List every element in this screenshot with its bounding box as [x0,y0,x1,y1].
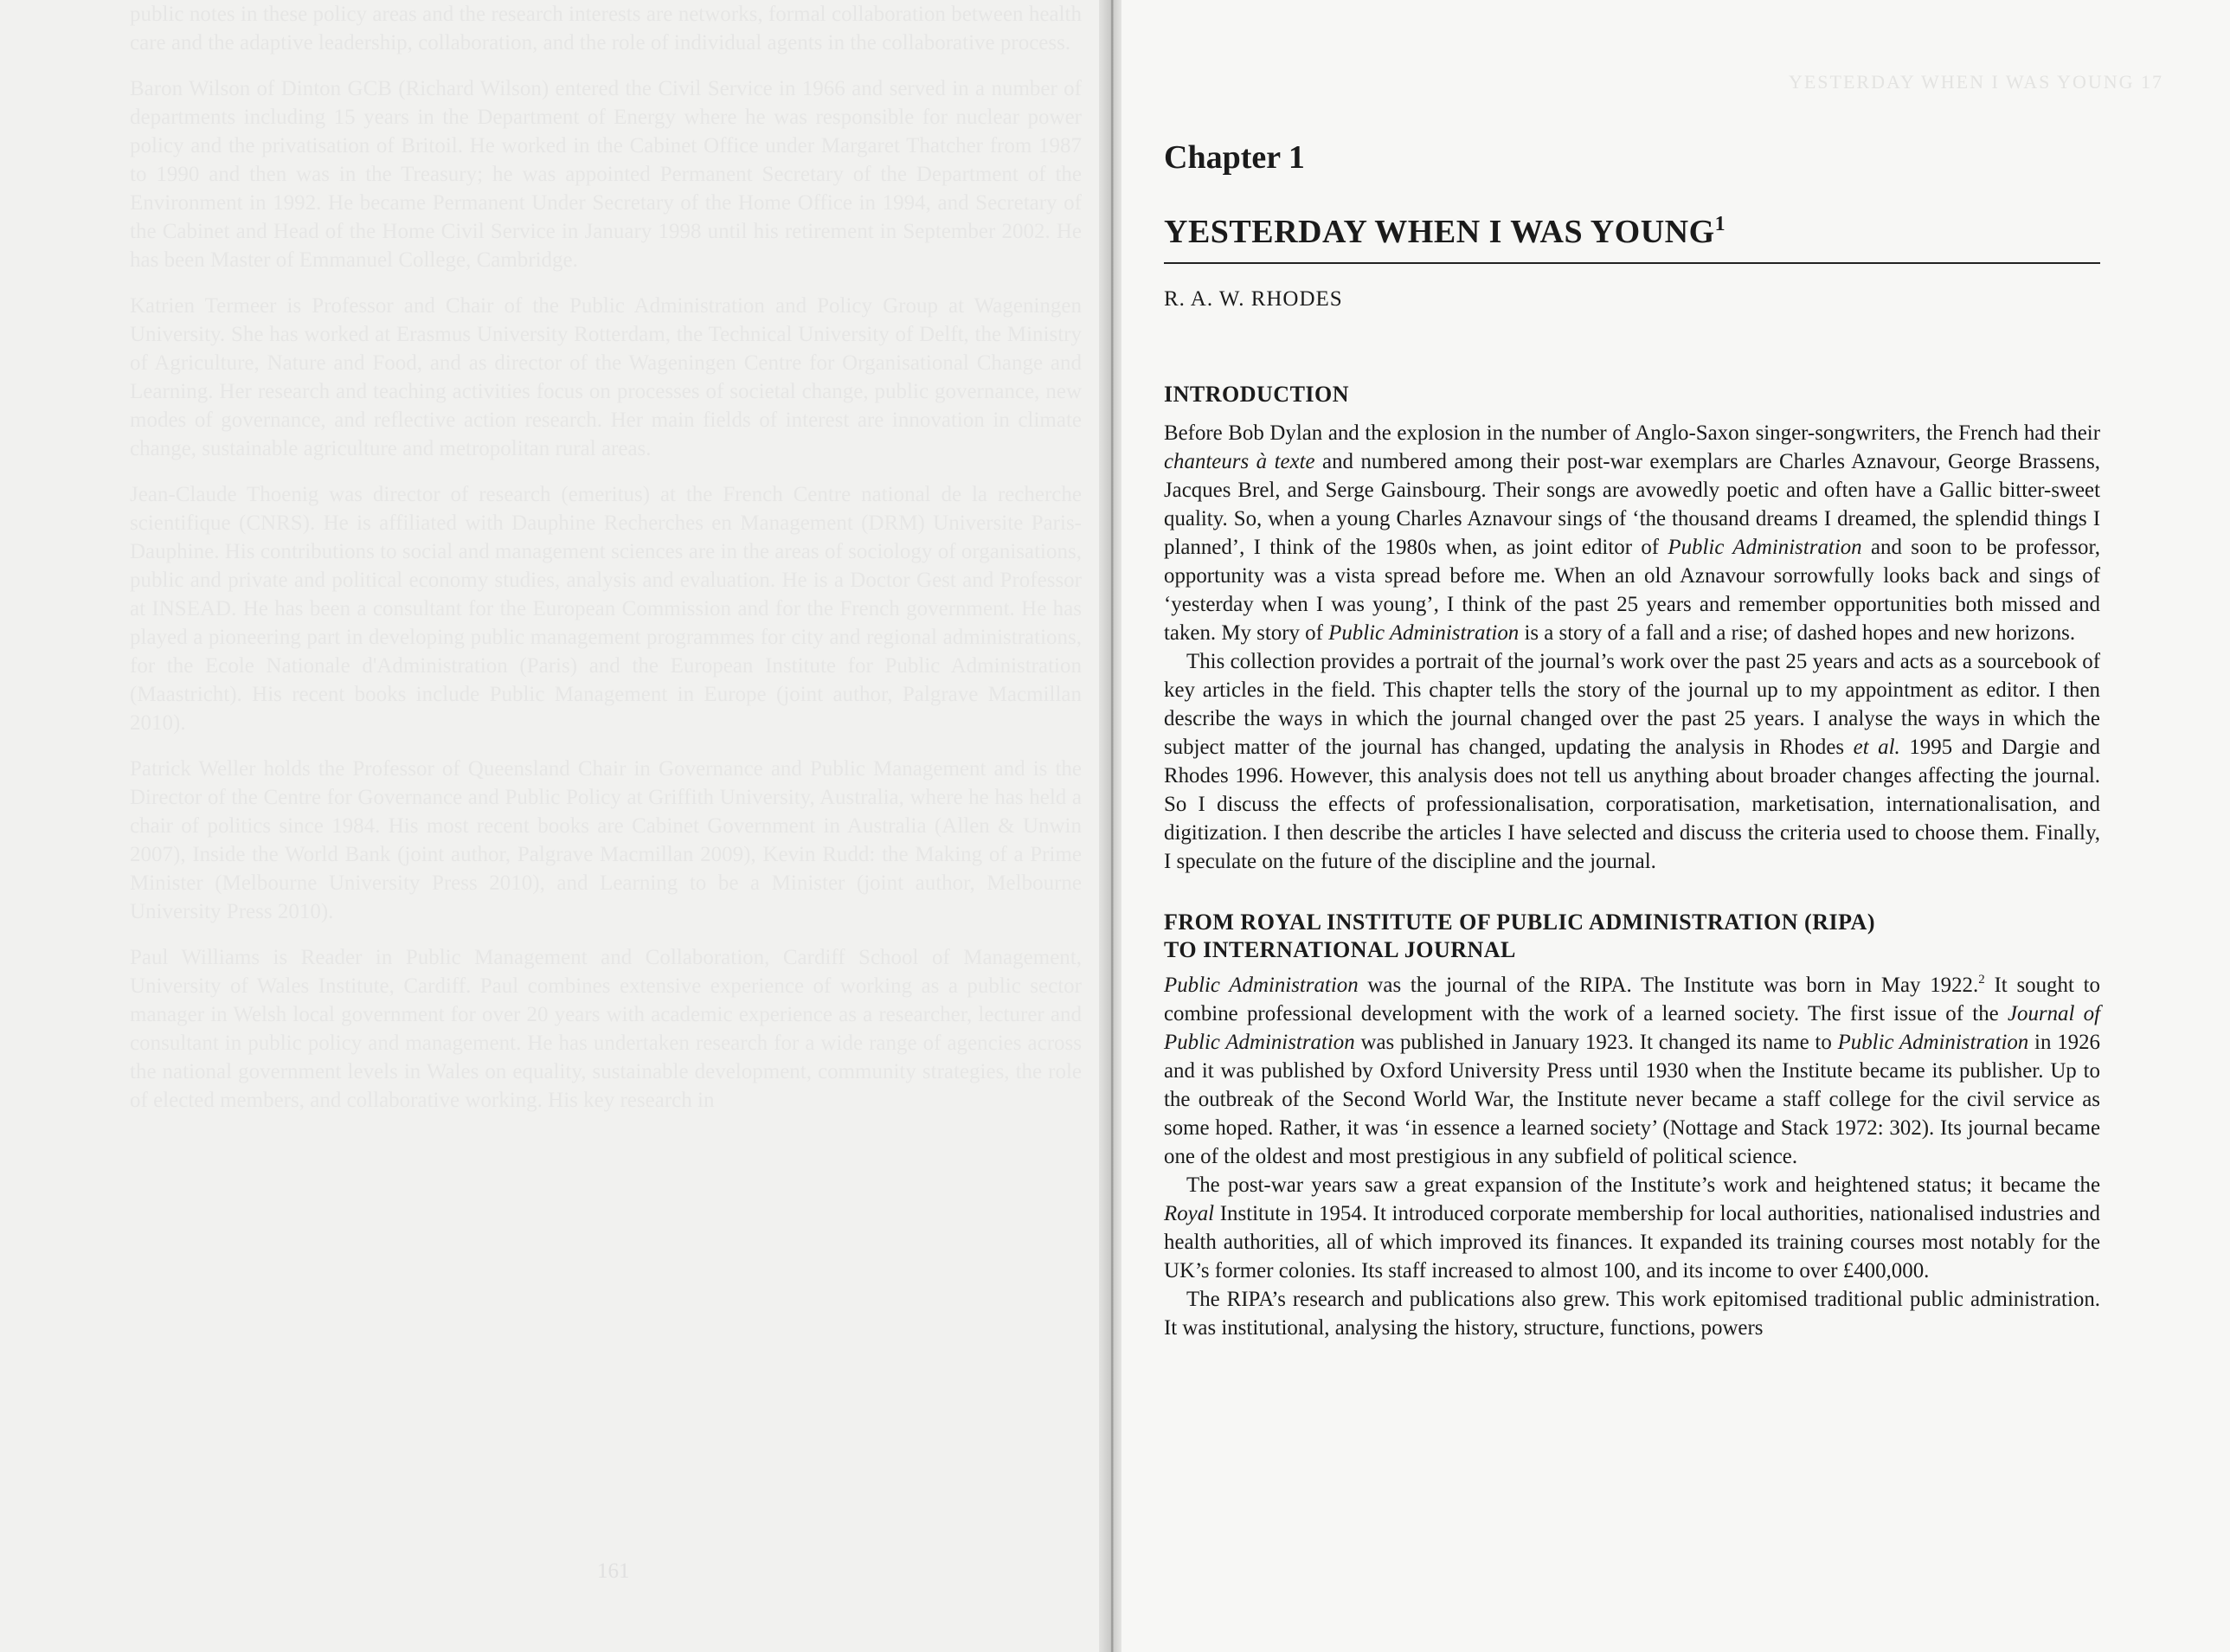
text-run: 1995 and Dargie and Rhodes 1996. However, this analysis does not tell us anything about broader changes affecting the journal. So I discuss the effects of professionalisation, corporatisation, marketisation, internationalisation, and digitization. I then describe the articles I have selected and discuss the criteria used to choose them. Finally, I speculate on the future of the discipline and the journal. [1164,736,2100,873]
italic-run: et al. [1853,736,1900,759]
section-heading-line: TO INTERNATIONAL JOURNAL [1164,937,1516,962]
italic-run: Public Administration [1668,536,1862,559]
text-run: This collection provides a portrait of the journal’s work over the past 25 years and acts as a sourcebook of key articles in the field. This chapter tells the story of the journal up to my appointment as editor. I then describe the ways in which the journal changed over the past 25 years. I analyse the ways in which the subject matter of the journal has changed, updating the analysis in Rhodes [1164,650,2100,759]
title-rule [1164,262,2100,264]
paragraph [1164,971,2100,1171]
section-heading-ripa [1164,909,2100,964]
text-run: and soon to be professor, opportunity was a vista spread before me. When an old Aznavour sorrowfully looks back and sings of ‘yesterday when I was young’, I think of the past 25 years and remember opportunities both missed and taken. My story of [1164,536,2101,645]
paragraph [1164,1171,2100,1285]
text-run: was published in January 1923. It changed its name to [1354,1031,1838,1054]
text-run: and numbered among their post-war exemplars are Charles Aznavour, George Brassens, Jacques Brel, and Serge Gainsbourg. Their songs are avowedly poetic and often have a Gallic bitter-sweet quality. So, when a young Charles Aznavour sings of ‘the thousand dreams I dreamed, the splendid things I planned’, I think of the 1980s when, as joint editor of [1164,450,2101,559]
text-run: is a story of a fall and a rise; of dashed hopes and new horizons. [1519,621,2076,645]
left-paragraph: Patrick Weller holds the Professor of Queensland Chair in Governance and Public Management and is the Director of the Centre for Governance and Public Policy at Griffith University, Australia, where he has held a chair of politics since 1984. His most recent books are Cabinet Government in Australia (Allen & Unwin 2007), Inside the World Bank (joint author, Palgrave Macmillan 2009), Kevin Rudd: the Making of a Prime Minister (Melbourne University Press 2010), and Learning to be a Minister (joint author, Melbourne University Press 2010). [130,757,1082,923]
italic-run: Royal [1164,1202,1215,1225]
text-run: The post-war years saw a great expansion of the Institute’s work and heightened status; it became the [1186,1173,2100,1197]
chapter-content [1164,137,2100,1342]
section-heading-line: FROM ROYAL INSTITUTE OF PUBLIC ADMINISTRATION (RIPA) [1164,910,1875,935]
italic-run: Public Administration [1164,974,1359,997]
left-page [0,0,1106,1652]
left-paragraph: Paul Williams is Reader in Public Management and Collaboration, Cardiff School of Management, University of Wales Institute, Cardiff. Paul combines extensive experience of working as a public sector manager in Welsh local government for over 20 years with academic experience as a researcher, lecturer and consultant in public policy and management. He has undertaken research for a wide range of agencies across the national government levels in Wales on equality, sustainable development, community strategies, the role of elected members, and collaborative working. His key research in [130,946,1082,1112]
left-paragraph: public notes in these policy areas and the research interests are networks, formal collaboration between health care and the adaptive leadership, collaboration, and the role of individual agents in the collaborative process. [130,3,1082,55]
text-run: Before Bob Dylan and the explosion in the number of Anglo-Saxon singer-songwriters, the French had their [1164,421,2100,445]
section-heading-introduction: INTRODUCTION [1164,382,1350,407]
footnote-marker: 2 [1978,973,1985,987]
italic-run: Public Administration [1837,1031,2029,1054]
left-paragraph: Baron Wilson of Dinton GCB (Richard Wilson) entered the Civil Service in 1966 and served in a number of departments including 15 years in the Department of Energy where he was responsible for nuclear power policy and the privatisation of Britoil. He worked in the Cabinet Office under Margaret Thatcher from 1987 to 1990 and then was in the Treasury; he was appointed Permanent Secretary of the Department of the Environment in 1992. He became Permanent Under Secretary of the Home Office in 1994, and Secretary of the Cabinet and Head of the Home Civil Service in January 1998 until his retirement in September 2002. He has been Master of Emmanuel College, Cambridge. [130,77,1082,272]
paragraph: The RIPA’s research and publications also grew. This work epitomised traditional public administration. It was institutional, analysing the history, structure, functions, powers [1164,1288,2100,1340]
introduction-body [1164,419,2100,876]
text-run: in 1926 and it was published by Oxford University Press until 1930 when the Institute became its publisher. Up to the outbreak of the Second World War, the Institute never became a staff college for the civil service as some hoped. Rather, it was ‘in essence a learned society’ (Nottage and Stack 1972: 302). Its journal became one of the oldest and most prestigious in any subfield of political science. [1164,1031,2100,1168]
paragraph [1164,419,2100,647]
italic-run: chanteurs à texte [1164,450,1315,473]
footnote-marker: 1 [1714,213,1726,235]
left-paragraph: Jean-Claude Thoenig was director of research (emeritus) at the French Centre national de la recherche scientifique (CNRS). He is affiliated with Dauphine Recherches en Management (DRM) Universite Paris-Dauphine. His contributions to social and management sciences are in the areas of sociology of organisations, public and private and political economy studies, analysis and evaluation. He is a Doctor Gest and Professor at INSEAD. He has been a consultant for the European Commission and for the French government. He has played a pioneering part in developing public management programmes for city and regional administrations, for the Ecole Nationale d'Administration (Paris) and the European Institute for Public Administration (Maastricht). His recent books include Public Management in Europe (joint author, Palgrave Macmillan 2010). [130,483,1082,735]
chapter-title [1164,204,2100,252]
ripa-body [1164,971,2100,1342]
left-paragraph: Katrien Termeer is Professor and Chair of the Public Administration and Policy Group at Wageningen University. She has worked at Erasmus University Rotterdam, the Technical University of Delft, the Ministry of Agriculture, Nature and Food, and as director of the Wageningen Centre for Organisational Change and Learning. Her research and teaching activities focus on processes of societal change, public governance, new modes of governance, and reflective action research. Her main fields of interest are innovation in climate change, sustainable agriculture and metropolitan rural areas. [130,294,1082,460]
italic-run: Public Administration [1328,621,1520,645]
author-name: R. A. W. RHODES [1164,287,1343,311]
paragraph [1164,647,2100,876]
left-page-bleed-through-text [130,0,1082,1652]
running-head: YESTERDAY WHEN I WAS YOUNG 17 [1788,71,2163,93]
text-run: was the journal of the RIPA. The Institute was born in May 1922. [1358,974,1979,997]
left-page-number: 161 [597,1559,630,1583]
text-run: It sought to combine professional development with the work of a learned society. The first issue of the [1164,974,2100,1025]
italic-run: Journal of Public Administration [1164,1002,2100,1054]
text-run: Institute in 1954. It introduced corporate membership for local authorities, nationalised industries and health authorities, all of which improved its finances. It expanded its training courses most notably for the UK’s former colonies. Its staff increased to almost 100, and its income to over £400,000. [1164,1202,2100,1282]
chapter-label: Chapter 1 [1164,139,1305,176]
chapter-title-text: YESTERDAY WHEN I WAS YOUNG [1164,214,1715,250]
